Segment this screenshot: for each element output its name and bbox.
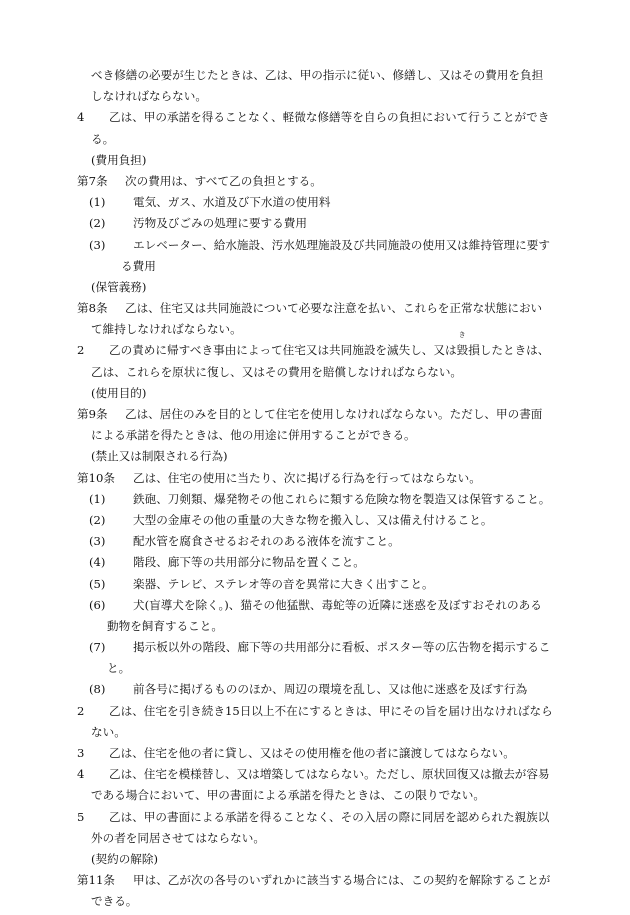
article-9: 第9条 乙は、居住のみを目的として住宅を使用しなければならない。ただし、甲の書面 [77, 404, 597, 425]
article-label: 第10条 [77, 470, 115, 485]
item-10-8: (8) 前各号に掲げるもののほか、周辺の環境を乱し、又は他に迷惑を及ぼす行為 [89, 682, 528, 697]
article-7: 第7条 次の費用は、すべて乙の負担とする。 [77, 171, 597, 192]
text-line: べき修繕の必要が生じたときは、乙は、甲の指示に従い、修繕し、又はその費用を負担 [91, 68, 544, 82]
text-line: しなければならない。 [91, 89, 207, 104]
paragraph-number: 5 [77, 809, 85, 824]
text-line: 外の者を同居させてはならない。 [91, 830, 265, 845]
article-label: 第11条 [77, 873, 115, 888]
paragraph-number: 2 [77, 703, 85, 718]
paragraph-10-2: 2 乙は、住宅を引き続き15日以上不在にするときは、甲にその旨を届け出なければなら [77, 701, 597, 722]
text-line: 乙は、これらを原状に復し、又はその費用を賠償しなければならない。 [91, 364, 463, 379]
article-label: 第9条 [77, 407, 108, 421]
text-line: である場合において、甲の書面による承諾を得たときは、この限りでない。 [91, 788, 485, 803]
item-10-2: (2) 大型の金庫その他の重量の大きな物を搬入し、又は備え付けること。 [89, 512, 493, 527]
item-7-1: (1) 電気、ガス、水道及び下水道の使用料 [89, 195, 331, 210]
item-10-6: (6) 犬(盲導犬を除く。)、猫その他猛獣、毒蛇等の近隣に迷惑を及ぼすおそれのある [89, 597, 542, 612]
article-11: 第11条 甲は、乙が次の各号のいずれかに該当する場合には、この契約を解除することが [77, 870, 597, 891]
paragraph-number: 2 [77, 343, 85, 358]
paragraph-10-4: 4 乙は、住宅を模様替し、又は増築してはならない。ただし、原状回復又は撤去が容易 [77, 764, 597, 785]
text-line: による承諾を得たときは、他の用途に併用することができる。 [91, 428, 416, 443]
item-10-1: (1) 鉄砲、刀剣類、爆発物その他これらに類する危険な物を製造又は保管すること。 [89, 491, 551, 506]
item-10-5: (5) 楽器、テレビ、ステレオ等の音を異常に大きく出すこと。 [89, 576, 434, 591]
text-line: る。 [91, 131, 115, 146]
paragraph-number: 3 [77, 746, 85, 760]
article-label: 第8条 [77, 301, 108, 316]
heading-termination: (契約の解除) [91, 851, 159, 866]
item-7-2: (2) 汚物及びごみの処理に要する費用 [89, 216, 307, 231]
paragraph-4: 4 乙は、甲の承諾を得ることなく、軽微な修繕等を自らの負担において行うことができ [77, 107, 597, 128]
item-10-7: (7) 掲示板以外の階段、廊下等の共用部分に看板、ポスター等の広告物を掲示するこ [89, 640, 551, 655]
contract-text [77, 65, 597, 913]
text-line: 動物を飼育すること。 [107, 618, 223, 633]
text-line: て維持しなければならない。 [91, 322, 242, 337]
text-line: ない。 [91, 724, 126, 739]
heading-prohibited-acts: (禁止又は制限される行為) [91, 449, 228, 464]
text-line: る費用 [121, 258, 156, 273]
heading-care-duty: (保管義務) [91, 279, 147, 294]
item-10-4: (4) 階段、廊下等の共用部分に物品を置くこと。 [89, 555, 365, 570]
text-line: できる。 [91, 894, 138, 909]
paragraph-number: 4 [77, 767, 85, 782]
item-7-3: (3) エレベーター、給水施設、汚水処理施設及び共同施設の使用又は維持管理に要す [89, 237, 550, 252]
item-10-3: (3) 配水管を腐食させるおそれのある液体を流すこと。 [89, 534, 400, 549]
text-line: と。 [107, 661, 131, 676]
article-10: 第10条 乙は、住宅の使用に当たり、次に掲げる行為を行ってはならない。 [77, 468, 597, 489]
paragraph-10-5: 5 乙は、甲の書面による承諾を得ることなく、その入居の際に同居を認められた親族以 [77, 807, 597, 828]
heading-cost-burden: (費用負担) [91, 152, 147, 167]
article-label: 第7条 [77, 173, 108, 188]
article-8: 第8条 乙は、住宅又は共同施設について必要な注意を払い、これらを正常な状態におい [77, 298, 597, 319]
paragraph-8-2: 2 乙の責めに帰すべき事由によって住宅又は共同施設を滅失し、又は き 毀損したときは、 [77, 340, 597, 361]
paragraph-number: 4 [77, 110, 85, 125]
paragraph-10-3: 3 乙は、住宅を他の者に貸し、又はその使用権を他の者に譲渡してはならない。 [77, 743, 597, 764]
heading-purpose: (使用目的) [91, 385, 147, 400]
ruby-annotation: き 毀 [456, 331, 469, 358]
